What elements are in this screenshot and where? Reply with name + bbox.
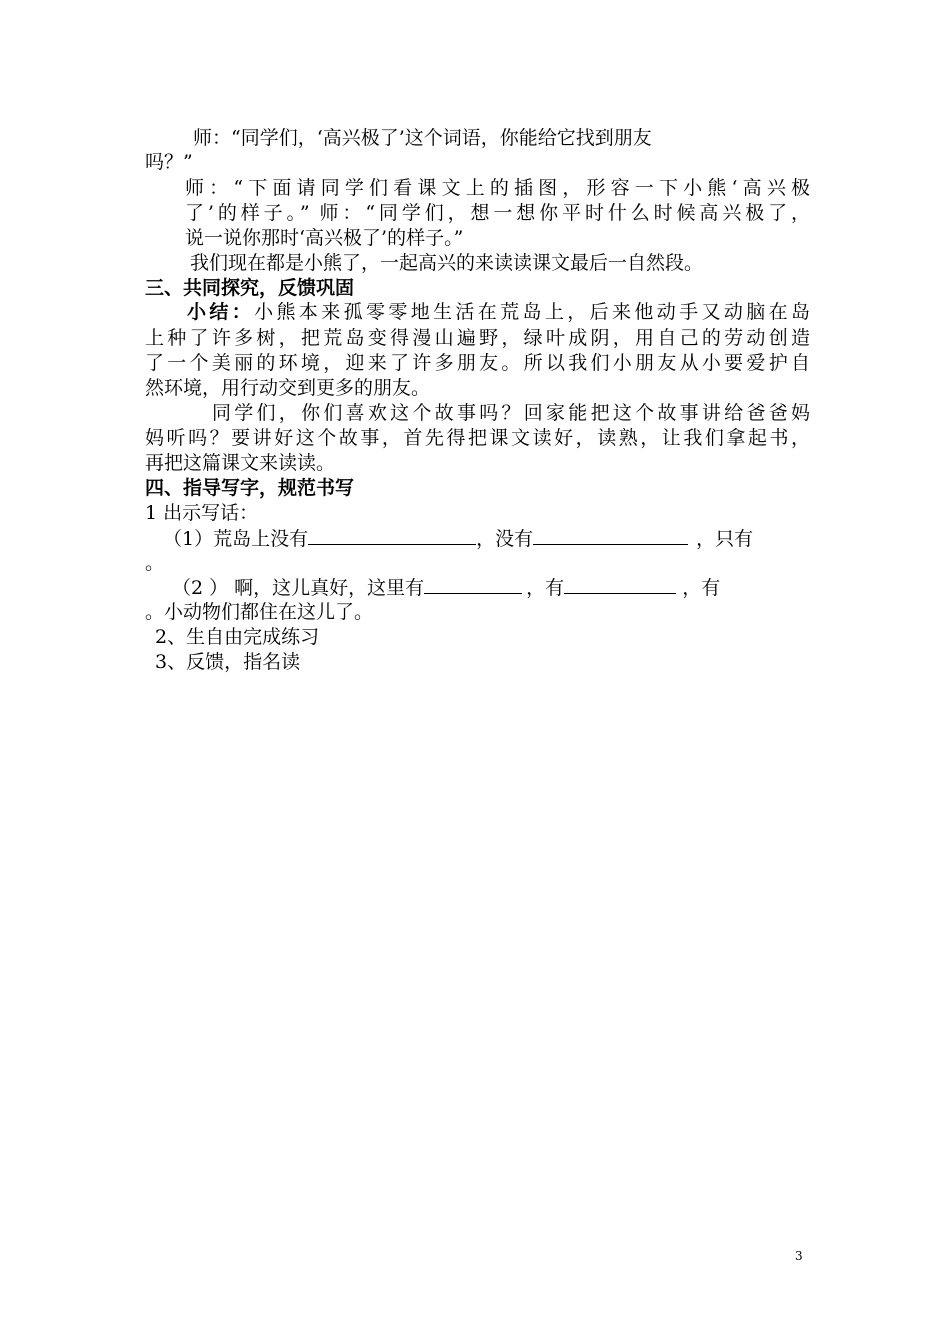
text: 了’的样子。” 师：“同学们，想一想你平时什么时候高兴极了，: [185, 202, 810, 224]
text: 三、共同探究，反馈巩固: [145, 277, 355, 299]
paragraph-teacher-illustration-line3: [185, 226, 850, 250]
summary-line3: [145, 351, 810, 375]
fill-blank: [308, 526, 476, 545]
text: （2 ） 啊，这儿真好，这里有: [172, 577, 425, 599]
text: 师：“同学们，‘高兴极了’这个词语，你能给它找到朋友: [193, 127, 652, 149]
section-heading-3: [145, 276, 810, 300]
paragraph-story-line3: [145, 451, 810, 475]
text: 上种了许多树，把荒岛变得漫山遍野，绿叶成阴，用自己的劳动创造: [145, 327, 810, 349]
text: 再把这篇课文来读读。: [145, 452, 336, 474]
text: （1）荒岛上没有: [163, 528, 309, 550]
fill-blank: [424, 575, 522, 594]
text: 2、生自由完成练习: [155, 626, 320, 648]
exercise-2: [172, 575, 810, 600]
paragraph-teacher-illustration-line1: [185, 176, 810, 200]
exercise-1: [163, 526, 810, 551]
page-number: 3: [795, 1249, 803, 1263]
exercise-1-end: [145, 551, 810, 575]
text: 了一个美丽的环境，迎来了许多朋友。所以我们小朋友从小要爱护自: [145, 352, 810, 374]
list-item-1: [145, 501, 810, 525]
summary-label: 小结：: [187, 301, 255, 323]
text: 然环境，用行动交到更多的朋友。: [145, 377, 431, 399]
paragraph-teacher-illustration-line2: [185, 201, 810, 225]
paragraph-teacher-question-line2: [145, 150, 810, 174]
text: 。: [145, 552, 165, 574]
text: 我们现在都是小熊了，一起高兴的来读读课文最后一自然段。: [190, 252, 704, 274]
text: ，有: [526, 577, 565, 599]
list-item-2: [155, 625, 820, 649]
text: 同学们，你们喜欢这个故事吗？回家能把这个故事讲给爸爸妈: [212, 402, 810, 424]
list-item-3: [155, 650, 820, 674]
fill-blank: [564, 575, 676, 594]
text: 1 出示写话：: [145, 502, 259, 524]
summary-line2: [145, 326, 810, 350]
text: 吗？”: [145, 151, 193, 173]
text: 。小动物们都住在这儿了。: [145, 601, 374, 623]
exercise-2-end: [145, 600, 810, 624]
paragraph-read-together: [190, 251, 855, 275]
text: 师：“下面请同学们看课文上的插图，形容一下小熊‘高兴极: [185, 177, 810, 199]
summary-line1: [187, 300, 810, 324]
text: ，没有: [476, 528, 534, 550]
text: 小熊本来孤零零地生活在荒岛上，后来他动手又动脑在岛: [254, 301, 810, 323]
text: 3、反馈，指名读: [155, 651, 301, 673]
paragraph-story-line1: [212, 401, 810, 425]
text: 说一说你那时‘高兴极了’的样子。”: [185, 227, 464, 249]
paragraph-story-line2: [145, 426, 810, 450]
summary-line4: [145, 376, 810, 400]
text: ，只有: [696, 528, 754, 550]
fill-blank: [533, 526, 688, 545]
text: 妈听吗？要讲好这个故事，首先得把课文读好，读熟，让我们拿起书，: [145, 427, 810, 449]
text: 四、指导写字，规范书写: [145, 477, 355, 499]
paragraph-teacher-question-line1: [193, 126, 783, 150]
section-heading-4: [145, 476, 810, 500]
text: ，有: [682, 577, 721, 599]
